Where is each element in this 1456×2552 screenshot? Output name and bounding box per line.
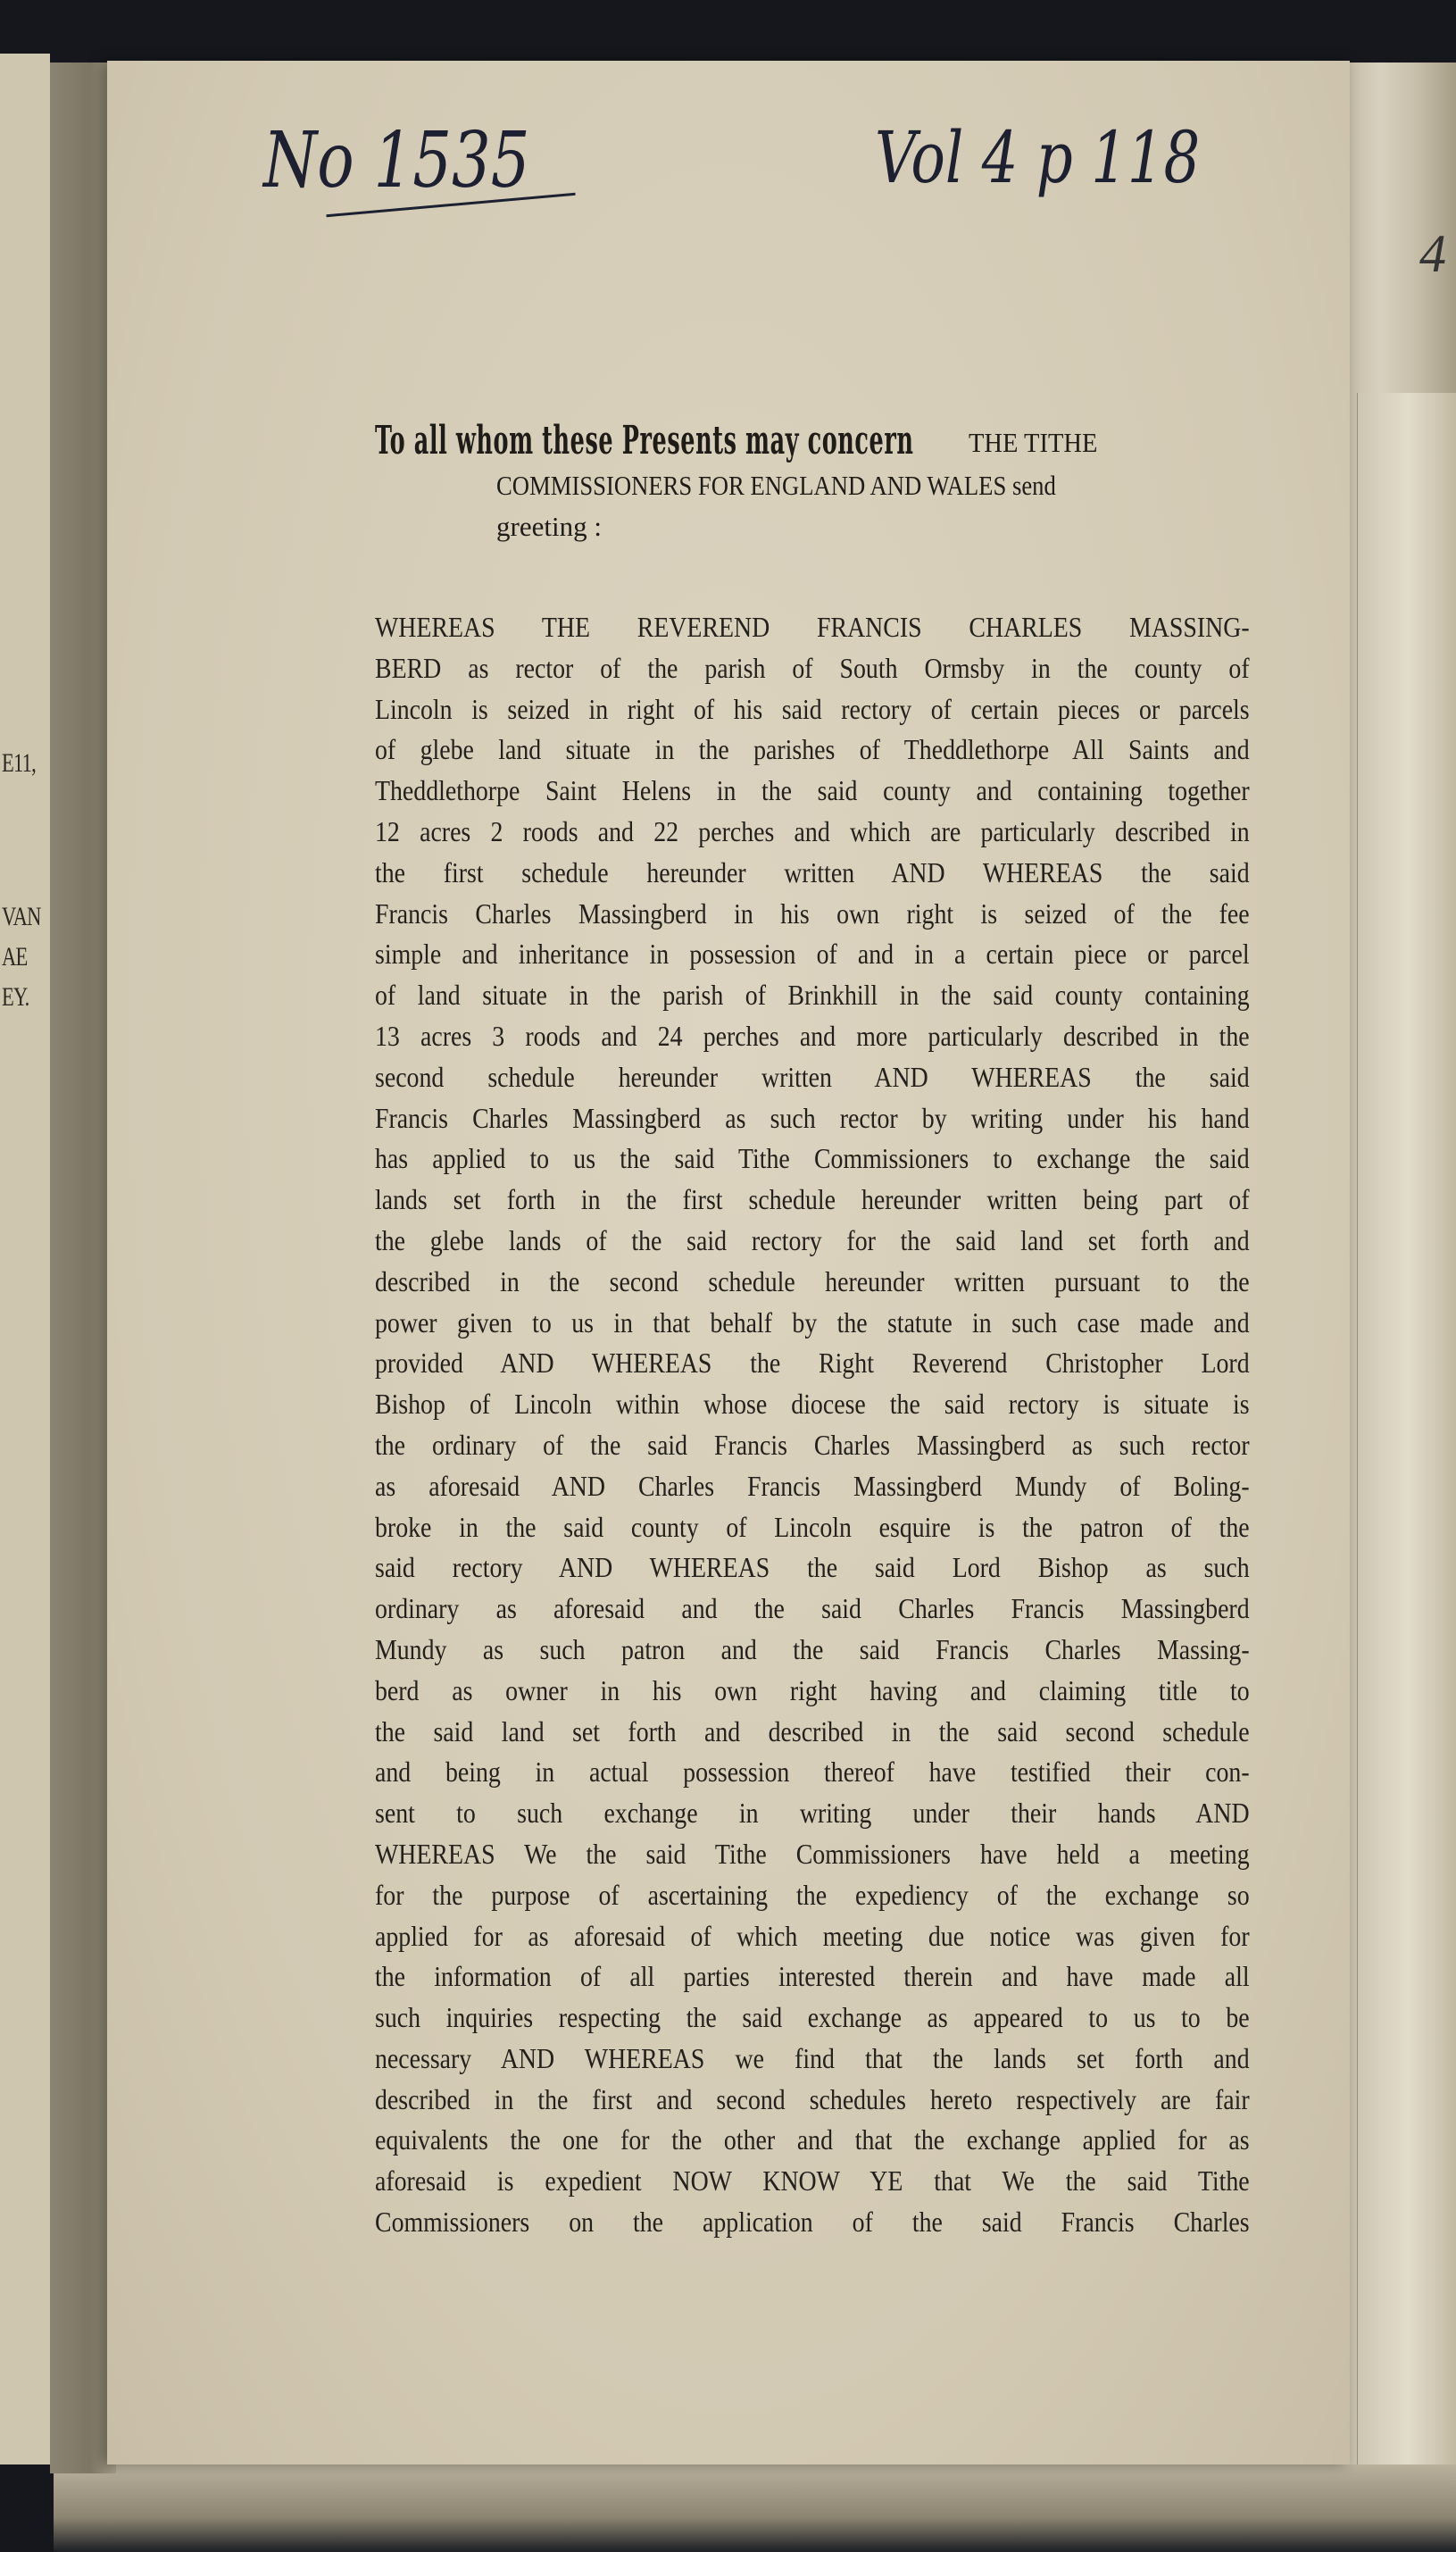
adjacent-page-text: E11, [2, 748, 37, 778]
body-text: necessary AND WHEREAS we find that the lands set forth and [375, 2041, 1250, 2074]
body-text-line [375, 1630, 1250, 1671]
body-text: the first schedule hereunder written AND WHEREAS the said [375, 855, 1250, 888]
handwritten-volume-reference: Vol 4 p 118 [875, 116, 1201, 199]
body-text: 12 acres 2 roods and 22 perches and which are particularly described in [375, 814, 1250, 847]
heading-line-3: greeting : [496, 511, 602, 542]
body-text-line [375, 1671, 1250, 1712]
book-binding-gutter [50, 63, 116, 2473]
body-text: as aforesaid AND Charles Francis Massingberd Mundy of Boling- [375, 1469, 1250, 1502]
body-text: simple and inheritance in possession of and in a certain piece or parcel [375, 938, 1250, 971]
body-text: applied for as aforesaid of which meeting due notice was given for [375, 1919, 1250, 1952]
body-text-line [375, 1016, 1250, 1057]
adjacent-page-text: EY. [2, 982, 29, 1012]
body-text-line [375, 730, 1250, 771]
body-text: such inquiries respecting the said exchange as appeared to us to be [375, 2001, 1250, 2034]
body-text-line [375, 1425, 1250, 1466]
body-text: provided AND WHEREAS the Right Reverend Christopher Lord [375, 1347, 1250, 1380]
body-text-line [375, 853, 1250, 894]
body-text-line [375, 934, 1250, 975]
blackletter-salutation: To all whom these Presents may concern [375, 418, 914, 463]
body-text: the information of all parties interested therein and have made all [375, 1960, 1250, 1993]
body-text-line [375, 1589, 1250, 1630]
body-text: Francis Charles Massingberd as such rector by writing under his hand [375, 1101, 1250, 1134]
body-text: Mundy as such patron and the said Francis Charles Massing- [375, 1632, 1250, 1665]
body-text-line [375, 1098, 1250, 1139]
body-text-line [375, 1507, 1250, 1548]
body-text: lands set forth in the first schedule hereunder written being part of [375, 1183, 1250, 1216]
body-text-line [375, 1057, 1250, 1098]
adjacent-page-text: AE [2, 942, 28, 972]
body-text: said rectory AND WHEREAS the said Lord Bishop as such [375, 1551, 1250, 1584]
stack-handwritten-mark: 4 [1419, 224, 1446, 283]
body-text: the said land set forth and described in the said second schedule [375, 1714, 1250, 1747]
body-text: Commissioners on the application of the said Francis Charles [375, 2206, 1250, 2239]
body-text-line [375, 1343, 1250, 1384]
body-text-line [375, 1834, 1250, 1875]
body-text-line [375, 689, 1250, 730]
body-text: Francis Charles Massingberd in his own right is seized of the fee [375, 897, 1250, 930]
body-text-line [375, 1956, 1250, 1997]
body-text-line [375, 1262, 1250, 1303]
body-text: second schedule hereunder written AND WHEREAS the said [375, 1060, 1250, 1093]
page-stack-bottom [54, 2464, 1456, 2552]
body-text-line [375, 2161, 1250, 2202]
body-text: has applied to us the said Tithe Commissioners to exchange the said [375, 1142, 1250, 1175]
body-text: Theddlethorpe Saint Helens in the said county and containing together [375, 774, 1250, 807]
heading-caps: THE TITHE [969, 427, 1098, 458]
body-text: Bishop of Lincoln within whose diocese the said rectory is situate is [375, 1388, 1250, 1421]
body-text-line [375, 2080, 1250, 2121]
body-text: power given to us in that behalf by the statute in such case made and [375, 1305, 1250, 1339]
document-page [107, 61, 1350, 2464]
body-text: 13 acres 3 roods and 24 perches and more particularly described in the [375, 1019, 1250, 1052]
body-text: described in the first and second schedules hereto respectively are fair [375, 2082, 1250, 2115]
body-text-line [375, 2120, 1250, 2161]
body-text-line [375, 1384, 1250, 1425]
handwritten-document-number: No 1535 [263, 116, 530, 205]
body-text-line [375, 1875, 1250, 1916]
heading-line-1 [375, 418, 1304, 464]
body-text-line [375, 607, 1250, 648]
body-text-line [375, 1752, 1250, 1793]
body-text: of land situate in the parish of Brinkhill in the said county containing [375, 979, 1250, 1012]
body-text-line [375, 1466, 1250, 1507]
body-text-line [375, 1221, 1250, 1262]
body-text-line [375, 1138, 1250, 1180]
body-text-line [375, 1793, 1250, 1834]
body-text: described in the second schedule hereunder written pursuant to the [375, 1264, 1250, 1297]
body-text-line [375, 771, 1250, 812]
body-text: WHEREAS THE REVEREND FRANCIS CHARLES MASSING- [375, 611, 1250, 643]
body-text-line [375, 812, 1250, 853]
body-text: Lincoln is seized in right of his said rectory of certain pieces or parcels [375, 692, 1250, 725]
body-text-line [375, 1547, 1250, 1589]
body-text: ordinary as aforesaid and the said Charles Francis Massingberd [375, 1592, 1250, 1625]
body-text: BERD as rector of the parish of South Ormsby in the county of [375, 651, 1250, 684]
body-text-line [375, 894, 1250, 935]
body-text-line [375, 1916, 1250, 1957]
body-text: berd as owner in his own right having and claiming title to [375, 1673, 1250, 1706]
adjacent-page-edge [0, 54, 50, 2464]
body-text: the ordinary of the said Francis Charles Massingberd as such rector [375, 1428, 1250, 1461]
body-text-line [375, 2202, 1250, 2243]
body-text-line [375, 1712, 1250, 1753]
body-text: aforesaid is expedient NOW KNOW YE that We the said Tithe [375, 2164, 1250, 2198]
body-text-line [375, 648, 1250, 689]
heading-line-2: COMMISSIONERS FOR ENGLAND AND WALES send [496, 470, 1056, 501]
body-text: equivalents the one for the other and that the exchange applied for as [375, 2123, 1250, 2156]
body-text-line [375, 1180, 1250, 1221]
document-body [375, 607, 1250, 2243]
body-text: for the purpose of ascertaining the expediency of the exchange so [375, 1878, 1250, 1911]
body-text: broke in the said county of Lincoln esquire is the patron of the [375, 1510, 1250, 1543]
body-text-line [375, 1303, 1250, 1344]
body-text: the glebe lands of the said rectory for the said land set forth and [375, 1223, 1250, 1256]
body-text: sent to such exchange in writing under their hands AND [375, 1797, 1250, 1830]
body-text-line [375, 975, 1250, 1016]
page-stack-right-inner [1357, 393, 1456, 2491]
body-text: of glebe land situate in the parishes of Theddlethorpe All Saints and [375, 733, 1250, 766]
body-text: WHEREAS We the said Tithe Commissioners have held a meeting [375, 1837, 1250, 1870]
body-text-line [375, 2039, 1250, 2080]
body-text-line [375, 1997, 1250, 2039]
body-text: and being in actual possession thereof have testified their con- [375, 1756, 1250, 1789]
adjacent-page-text: VAN [2, 902, 41, 931]
